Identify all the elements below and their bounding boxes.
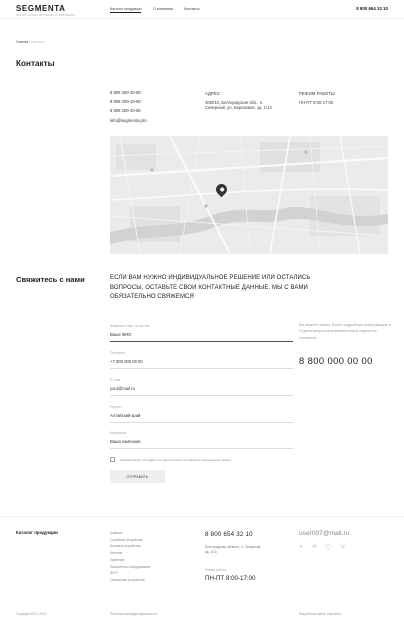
footer-email[interactable]: user007@mail.ru [299,530,350,537]
logo[interactable]: SEGMENTA [16,4,66,13]
footer-link[interactable]: Бытовые устройства [110,544,141,549]
address-line: Северный, ул. Березовая, зд. 1/13 [205,105,272,111]
company-field[interactable] [110,431,293,449]
region-input[interactable]: Алтайский край [110,413,141,418]
breadcrumb [16,40,45,44]
copyright: Copyright 2017–2022 [16,612,47,616]
viber-icon[interactable]: ◯ [325,544,332,550]
footer-link[interactable]: Хранение [110,557,125,562]
hours-block [299,91,335,105]
footer-link[interactable]: Чайники [110,531,123,535]
social-links [299,544,346,550]
footer-divider [0,516,404,517]
contacts-phones [110,88,147,125]
email-field[interactable] [110,378,293,396]
phone-link[interactable]: 8 909 200-10-60 [110,90,141,95]
map-graphic [110,136,388,254]
feedback-note: ЕСЛИ ВАМ НУЖНО ИНДИВИДУАЛЬНОЕ РЕШЕНИЕ ИЛИ ОСТАЛИСЬ ВОПРОСЫ, ОСТАВЬТЕ СВОИ КОНТАКТНЫЕ ДАННЫЕ. МЫ С ВАМИ ОБЯЗАТЕЛЬНО СВЯЖЕМСЯ [110,275,311,301]
feedback-title: Свяжитесь с нами [16,275,85,284]
region-field[interactable] [110,405,293,423]
phone-field[interactable] [110,351,293,369]
phone-link[interactable]: 8 909 200-10-60 [110,99,141,105]
footer-link[interactable]: Освещение устройства [110,577,145,582]
telegram-icon[interactable]: ✈ [299,544,304,550]
address-block [205,91,272,111]
footer-phone[interactable]: 8 800 654 32 10 [205,531,253,538]
breadcrumb-home[interactable]: Главная / [16,40,30,44]
submit-button[interactable]: ОТПРАВИТЬ [110,470,165,483]
hours-value: ПН-ПТ 8:00-17:00 [299,99,334,105]
side-note: Вы можете узнать более подробную информацию в Отделе вопросов компании или в отделе по телефону [299,323,391,340]
privacy-link[interactable]: Политика конфиденциальности [110,612,158,616]
footer-link[interactable]: Серийные устройства [110,537,143,542]
footer-links [110,530,150,584]
breadcrumb-current: Контакты [30,40,45,44]
nav-catalog[interactable]: Каталог продукции [110,7,141,13]
side-phone[interactable]: 8 800 000 00 00 [299,355,373,366]
email-input[interactable]: your@mail.ru [110,386,135,391]
footer-link[interactable]: Колонки [110,551,123,556]
header-phone[interactable]: 8 800 654 32 10 [356,6,388,11]
phone-link[interactable]: 8 909 200-10-60 [110,108,141,114]
email-label: E-mail [110,378,121,382]
consent-text: Нажимая кнопку "Отправить" вы даете согласие на обработку персональных данных [120,457,231,462]
hours-heading: РЕЖИМ РАБОТЫ [299,91,335,96]
phone-icon[interactable]: ☏ [340,544,347,550]
logo-subtitle: SMART HOME СИСТЕМЫ УПРАВЛЕНИЯ [16,12,76,17]
footer-hours: ПН-ПТ 8:00-17:00 [205,575,256,582]
fio-field[interactable] [110,324,293,342]
mail-icon[interactable]: ✉ [312,544,317,550]
phone-label: Телефон [110,351,125,355]
address-line: 309010, Белгородская обл., п. [205,99,264,105]
fio-input[interactable]: Ваше ФИО [110,332,132,337]
consent-checkbox[interactable] [110,457,115,462]
footer-address: Белгородская область, п. Северный, зд. 1/13 [205,545,262,554]
phone-input[interactable]: +7 000 000 00 00 [110,359,143,364]
address-heading: АДРЕС [205,91,220,96]
footer-link[interactable]: Wi-Fi [110,571,118,576]
footer-hours-label: Режим работы [205,568,227,572]
developer-link[interactable]: Разработка сайта: segmenta [299,612,341,616]
page-title: Контакты [16,59,55,68]
nav-about[interactable]: О компании [153,7,173,11]
email-link[interactable]: info@segmenta.pro [110,117,147,123]
company-label: Компания [110,431,127,435]
region-label: Регион [110,405,122,409]
nav-contacts[interactable]: Контакты [184,7,200,11]
footer-link[interactable]: Компоненты оборудования [110,564,151,569]
map[interactable] [110,136,388,254]
fio-label: Фамилия Имя Отчество [110,324,150,328]
footer-catalog-title[interactable]: Каталог продукции [16,530,58,535]
header-divider [0,18,404,19]
company-input[interactable]: Ваша компания [110,439,141,444]
